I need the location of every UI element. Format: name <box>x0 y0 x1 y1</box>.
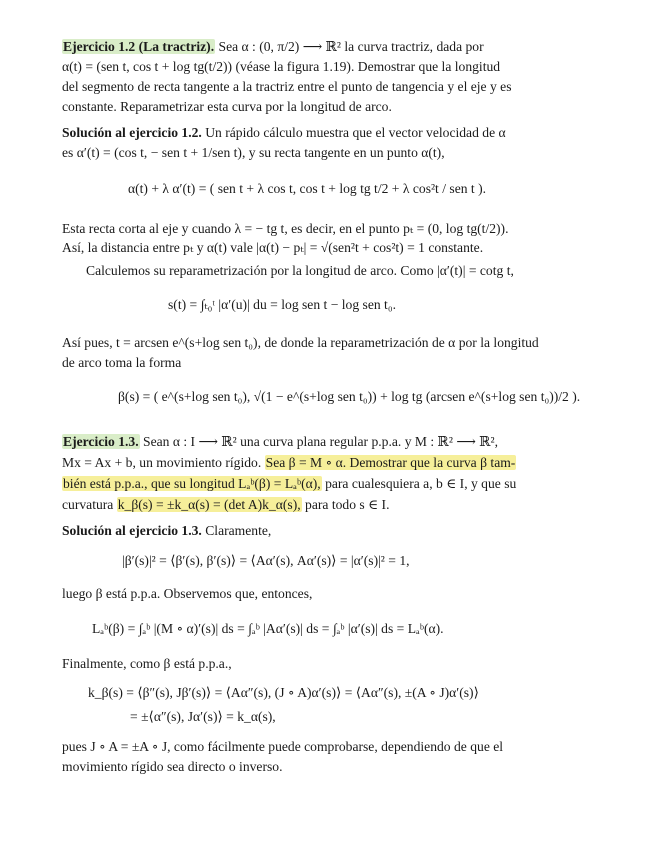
exercise-1-3-line-3 <box>62 475 516 493</box>
solution-1-3-line-4: pues J ∘ A = ±A ∘ J, como fácilmente puede comprobarse, dependiendo de que el <box>62 739 504 754</box>
exercise-1-3-line-1 <box>62 433 498 451</box>
solution-1-2-line-1 <box>62 124 506 142</box>
solution-1-2-line-7: de arco toma la forma <box>62 355 182 370</box>
exercise-1-3-line-2-highlight: Sea β = M ∘ α. Demostrar que la curva β tam- <box>265 455 516 470</box>
exercise-1-2-line-3: del segmento de recta tangente a la tractriz entre el punto de tangencia y el eje y es <box>62 79 512 94</box>
solution-1-3-text: Claramente, <box>205 523 272 538</box>
exercise-1-3-line-3-plain: para cualesquiera a, b ∈ I, y que su <box>325 476 517 491</box>
solution-1-2-line-3: Esta recta corta al eje y cuando λ = − tg t, es decir, en el punto pₜ = (0, log tg(t/2)). <box>62 221 509 236</box>
solution-1-3-line-1 <box>62 522 271 540</box>
solution-1-2-text: Un rápido cálculo muestra que el vector velocidad de α <box>205 125 506 140</box>
exercise-1-3-line-4-plain: curvatura <box>62 497 114 512</box>
equation-curvature-1: k_β(s) = ⟨β″(s), Jβ′(s)⟩ = ⟨Aα″(s), (J ∘ A)α′(s)⟩ = ⟨Aα″(s), ±(A ∘ J)α′(s)⟩ <box>88 685 479 700</box>
exercise-1-3-label: Ejercicio 1.3. <box>63 434 139 449</box>
exercise-1-3-line-4 <box>62 496 389 514</box>
exercise-1-3-line-2-plain: Mx = Ax + b, un movimiento rígido. <box>62 455 262 470</box>
equation-unit-speed: |β′(s)|² = ⟨β′(s), β′(s)⟩ = ⟨Aα′(s), Aα′(s)⟩ = |α′(s)|² = 1, <box>122 553 410 568</box>
exercise-1-2-line-2: α(t) = (sen t, cos t + log tg(t/2)) (véase la figura 1.19). Demostrar que la longitud <box>62 59 501 74</box>
equation-arc-length: s(t) = ∫ₜ₀ᵗ |α′(u)| du = log sen t − log sen t₀. <box>168 297 396 312</box>
exercise-1-2-label: Ejercicio 1.2 (La tractriz). <box>63 39 215 54</box>
solution-1-2-line-5: Calculemos su reparametrización por la longitud de arco. Como |α′(t)| = cotg t, <box>86 263 514 278</box>
exercise-1-2-text: Sea α : (0, π/2) ⟶ ℝ² la curva tractriz, dada por <box>218 39 484 54</box>
exercise-1-3-line-3-highlight: bién está p.p.a., que su longitud Lₐᵇ(β) = Lₐᵇ(α), <box>63 476 321 491</box>
equation-tangent-line: α(t) + λ α′(t) = ( sen t + λ cos t, cos t + log tg t/2 + λ cos²t / sen t ). <box>128 181 487 196</box>
solution-1-3-line-2: luego β está p.p.a. Observemos que, entonces, <box>62 586 313 601</box>
exercise-1-3-line-4-highlight: k_β(s) = ±k_α(s) = (det A)k_α(s), <box>117 497 301 512</box>
solution-1-2-line-6: Así pues, t = arcsen e^(s+log sen t₀), de donde la reparametrización de α por la longitud <box>62 335 539 350</box>
exercise-1-3-line-2 <box>62 454 516 472</box>
solution-1-2-line-2: es α′(t) = (cos t, − sen t + 1/sen t), y su recta tangente en un punto α(t), <box>62 145 445 160</box>
solution-1-2-line-4: Así, la distancia entre pₜ y α(t) vale |α(t) − pₜ| = √(sen²t + cos²t) = 1 constante. <box>62 240 484 255</box>
solution-1-3-line-3: Finalmente, como β está p.p.a., <box>62 656 232 671</box>
equation-length: Lₐᵇ(β) = ∫ₐᵇ |(M ∘ α)′(s)| ds = ∫ₐᵇ |Aα′(s)| ds = ∫ₐᵇ |α′(s)| ds = Lₐᵇ(α). <box>92 621 444 636</box>
exercise-1-3-line-4-end: para todo s ∈ I. <box>305 497 390 512</box>
solution-1-2-label: Solución al ejercicio 1.2. <box>62 125 202 140</box>
exercise-1-3-text: Sean α : I ⟶ ℝ² una curva plana regular p.p.a. y M : ℝ² ⟶ ℝ², <box>143 434 498 449</box>
equation-reparametrization: β(s) = ( e^(s+log sen t₀), √(1 − e^(s+log sen t₀)) + log tg (arcsen e^(s+log sen t₀))/2 ). <box>118 389 581 404</box>
exercise-1-2-line-1 <box>62 38 484 56</box>
exercise-1-2-line-4: constante. Reparametrizar esta curva por la longitud de arco. <box>62 99 392 114</box>
solution-1-3-label: Solución al ejercicio 1.3. <box>62 523 202 538</box>
solution-1-3-line-5: movimiento rígido sea directo o inverso. <box>62 759 283 774</box>
equation-curvature-2: = ±⟨α″(s), Jα′(s)⟩ = k_α(s), <box>130 709 276 724</box>
